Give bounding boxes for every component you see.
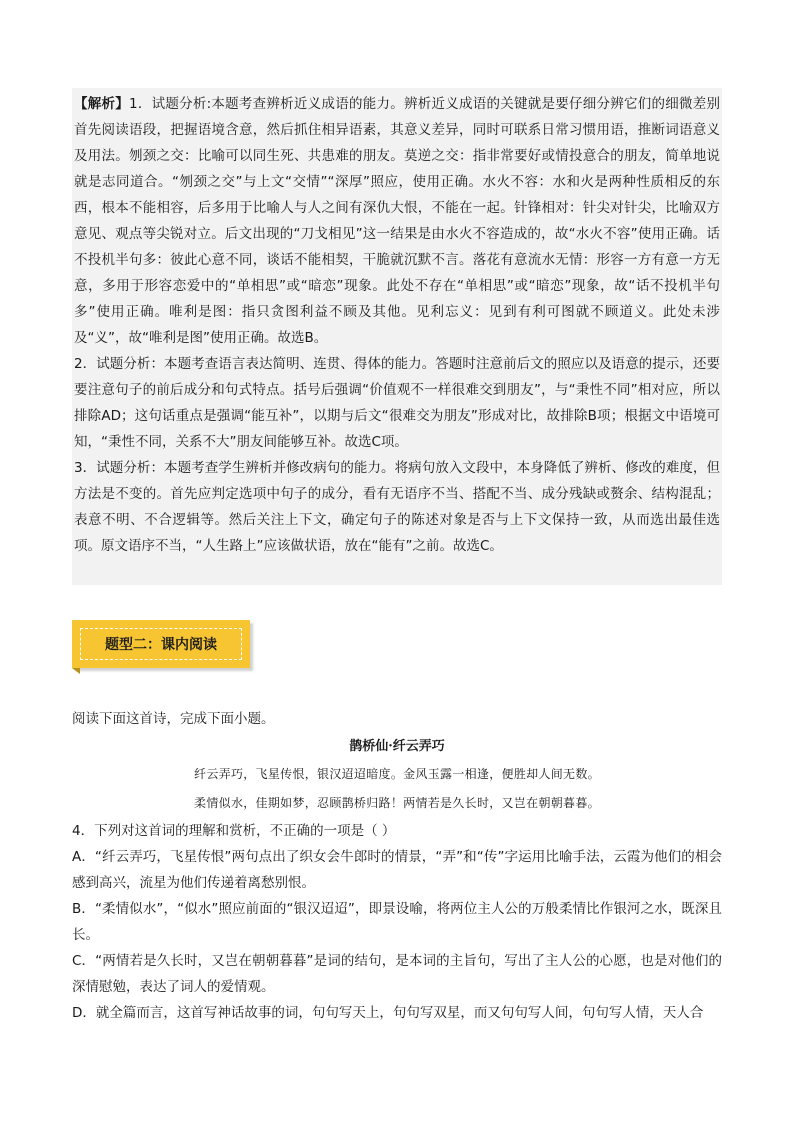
option-c: C．“两情若是久长时，又岂在朝朝暮暮”是词的结句，是本词的主旨句，写出了主人公的心愿，也是对他们的深情慰勉，表达了词人的爱情观。 — [72, 953, 722, 995]
option-a: A．“纤云弄巧，飞星传恨”两句点出了织女会牛郎时的情景，“弄”和“传”字运用比喻手法，云霞为他们的相会感到高兴，流星为他们传递着离愁别恨。 — [72, 849, 722, 891]
banner-fold-decoration — [72, 668, 80, 674]
option-b: B．“柔情似水”，“似水”照应前面的“银汉迢迢”，即景设喻，将两位主人公的万般柔情比作银河之水，既深且长。 — [72, 901, 722, 943]
analysis-label: 【解析】 — [74, 96, 130, 112]
section-banner-label: 题型二：课内阅读 — [80, 628, 242, 660]
poem-line-1: 纤云弄巧，飞星传恨，银汉迢迢暗度。金风玉露一相逢，便胜却人间无数。 — [194, 767, 600, 781]
analysis-paragraph-3: 3．试题分析：本题考查学生辨析并修改病句的能力。将病句放入文段中，本身降低了辨析、修改的难度，但方法是不变的。首先应判定选项中句子的成分，看有无语序不当、搭配不当、成分残缺或赘余、结构混乱；表意不明、不合逻辑等。然后关注上下文，确定句子的陈述对象是否与上下文保持一致，从而选出最佳选项。原文语序不当，“人生路上”应该做状语，放在“能有”之前。故选C。 — [74, 460, 720, 554]
option-d: D．就全篇而言，这首写神话故事的词，句句写天上，句句写双星，而又句句写人间，句句写人情，天人合 — [72, 1005, 704, 1021]
analysis-paragraph-2: 2．试题分析：本题考查语言表达简明、连贯、得体的能力。答题时注意前后文的照应以及语意的提示，还要要注意句子的前后成分和句式特点。括号后强调“价值观不一样很难交到朋友”，与“秉性不同”相对应，所以排除AD；这句话重点是强调“能互补”，以期与后文“很难交为朋友”形成对比，故排除B项；根据文中语境可知，“秉性不同，关系不大”朋友间能够互补。故选C项。 — [74, 356, 720, 450]
analysis-block — [72, 88, 722, 585]
analysis-paragraph-1 — [74, 91, 720, 351]
reading-intro: 阅读下面这首诗，完成下面小题。 — [72, 711, 275, 727]
question-stem: 4．下列对这首词的理解和赏析，不正确的一项是（ ） — [72, 823, 396, 839]
poem-title: 鹊桥仙·纤云弄巧 — [349, 739, 445, 754]
analysis-paragraph-1-text: 1．试题分析:本题考查辨析近义成语的能力。辨析近义成语的关键就是要仔细分辨它们的细微差别首先阅读语段，把握语境含意，然后抓住相异语素，其意义差异，同时可联系日常习惯用语，推断词语意义及用法。刎颈之交：比喻可以同生死、共患难的朋友。莫逆之交：指非常要好或情投意合的朋友，简单地说就是志同道合。“刎颈之交”与上文“交情”“深厚”照应，使用正确。水火不容：水和火是两种性质相反的东西，根本不能相容，后多用于比喻人与人之间有深仇大恨，不能在一起。针锋相对：针尖对针尖，比喻双方意见、观点等尖锐对立。后文出现的“刀戈相见”这一结果是由水火不容造成的，故“水火不容”使用正确。话不投机半句多：彼此心意不同，谈话不能相契，干脆就沉默不言。落花有意流水无情：形容一方有意一方无意，多用于形容恋爱中的“单相思”或“暗恋”现象。此处不存在“单相思”或“暗恋”现象，故“话不投机半句多”使用正确。唯利是图：指只贪图利益不顾及其他。见利忘义：见到有利可图就不顾道义。此处未涉及“义”，故“唯利是图”使用正确。故选B。 — [74, 96, 721, 346]
section-banner — [72, 620, 250, 668]
reading-section — [72, 706, 722, 1026]
poem-line-2: 柔情似水，佳期如梦，忍顾鹊桥归路！两情若是久长时，又岂在朝朝暮暮。 — [194, 796, 600, 810]
